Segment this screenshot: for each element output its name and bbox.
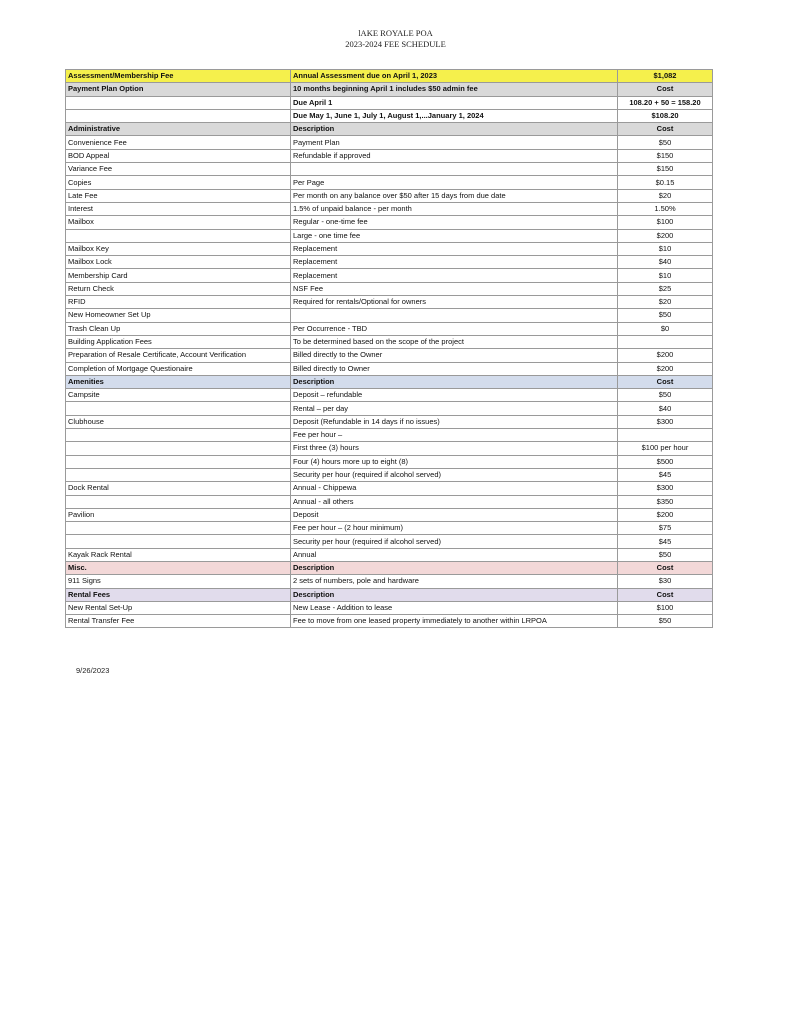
table-row <box>66 269 713 282</box>
cell-label <box>66 522 291 535</box>
cell-cost <box>618 335 713 348</box>
cell-cost: $40 <box>618 256 713 269</box>
cell-description: Rental – per day <box>291 402 618 415</box>
table-row <box>66 495 713 508</box>
table-row <box>66 362 713 375</box>
rental-fees-header-row <box>66 588 713 601</box>
table-row <box>66 322 713 335</box>
schedule-subtitle: 2023-2024 FEE SCHEDULE <box>345 39 446 49</box>
cell-label <box>66 109 291 122</box>
cell-cost: $50 <box>618 309 713 322</box>
cell-cost: $108.20 <box>618 109 713 122</box>
cell-description: Annual Assessment due on April 1, 2023 <box>291 70 618 83</box>
cell-label: Building Application Fees <box>66 335 291 348</box>
table-row <box>66 402 713 415</box>
cell-cost: $10 <box>618 242 713 255</box>
cell-label: Membership Card <box>66 269 291 282</box>
cell-label <box>66 402 291 415</box>
table-row <box>66 109 713 122</box>
table-row <box>66 309 713 322</box>
table-row <box>66 296 713 309</box>
cell-label <box>66 442 291 455</box>
table-row <box>66 202 713 215</box>
table-row <box>66 349 713 362</box>
cell-description <box>291 163 618 176</box>
cell-label <box>66 468 291 481</box>
cell-description: 1.5% of unpaid balance - per month <box>291 202 618 215</box>
cell-label: Preparation of Resale Certificate, Account Verification <box>66 349 291 362</box>
cell-label: Copies <box>66 176 291 189</box>
cell-label: Rental Fees <box>66 588 291 601</box>
cell-description: Required for rentals/Optional for owners <box>291 296 618 309</box>
table-row <box>66 522 713 535</box>
cell-cost: $100 <box>618 601 713 614</box>
cell-cost: $0.15 <box>618 176 713 189</box>
table-row <box>66 136 713 149</box>
cell-cost: $200 <box>618 362 713 375</box>
cell-description: Four (4) hours more up to eight (8) <box>291 455 618 468</box>
cell-label: Payment Plan Option <box>66 83 291 96</box>
cell-label: Dock Rental <box>66 482 291 495</box>
cell-description: New Lease - Addition to lease <box>291 601 618 614</box>
cell-label: Interest <box>66 202 291 215</box>
cell-cost: $100 <box>618 216 713 229</box>
cell-description: Regular - one-time fee <box>291 216 618 229</box>
cell-cost: $150 <box>618 149 713 162</box>
cell-cost: $40 <box>618 402 713 415</box>
payment-plan-header-row <box>66 83 713 96</box>
cell-cost: $1,082 <box>618 70 713 83</box>
cell-label: Assessment/Membership Fee <box>66 70 291 83</box>
cell-description: Deposit – refundable <box>291 389 618 402</box>
cell-cost: $350 <box>618 495 713 508</box>
cell-description: Fee per hour – (2 hour minimum) <box>291 522 618 535</box>
administrative-header-row <box>66 123 713 136</box>
cell-description: Billed directly to Owner <box>291 362 618 375</box>
document-title <box>0 28 791 50</box>
cell-cost: $50 <box>618 548 713 561</box>
assessment-header-row <box>66 70 713 83</box>
cell-description: Large - one time fee <box>291 229 618 242</box>
cell-label: Campsite <box>66 389 291 402</box>
cell-cost: $45 <box>618 468 713 481</box>
table-row <box>66 176 713 189</box>
amenities-header-row <box>66 375 713 388</box>
cell-label: Kayak Rack Rental <box>66 548 291 561</box>
cell-cost: $50 <box>618 389 713 402</box>
cell-description: Fee to move from one leased property immediately to another within LRPOA <box>291 615 618 628</box>
table-row <box>66 189 713 202</box>
table-row <box>66 335 713 348</box>
misc-header-row <box>66 561 713 574</box>
cell-label: 911 Signs <box>66 575 291 588</box>
cell-description: Description <box>291 375 618 388</box>
table-row <box>66 575 713 588</box>
cell-description: Replacement <box>291 242 618 255</box>
cell-description: Payment Plan <box>291 136 618 149</box>
cell-cost: Cost <box>618 375 713 388</box>
cell-cost: $300 <box>618 415 713 428</box>
cell-cost: $150 <box>618 163 713 176</box>
cell-description: Description <box>291 588 618 601</box>
table-row <box>66 163 713 176</box>
cell-description: Replacement <box>291 269 618 282</box>
table-row <box>66 601 713 614</box>
cell-cost: Cost <box>618 83 713 96</box>
table-row <box>66 256 713 269</box>
cell-description: Security per hour (required if alcohol served) <box>291 535 618 548</box>
table-row <box>66 455 713 468</box>
cell-label: Administrative <box>66 123 291 136</box>
cell-description: Replacement <box>291 256 618 269</box>
table-row <box>66 216 713 229</box>
cell-label <box>66 429 291 442</box>
cell-description: Annual - Chippewa <box>291 482 618 495</box>
cell-cost: $50 <box>618 136 713 149</box>
cell-label <box>66 229 291 242</box>
cell-cost: $20 <box>618 296 713 309</box>
cell-label: New Rental Set-Up <box>66 601 291 614</box>
cell-label: Convenience Fee <box>66 136 291 149</box>
table-row <box>66 548 713 561</box>
cell-description: Per Page <box>291 176 618 189</box>
cell-description: Refundable if approved <box>291 149 618 162</box>
cell-description: First three (3) hours <box>291 442 618 455</box>
cell-label: Late Fee <box>66 189 291 202</box>
table-row <box>66 282 713 295</box>
table-row <box>66 389 713 402</box>
cell-description: To be determined based on the scope of the project <box>291 335 618 348</box>
table-row <box>66 429 713 442</box>
cell-cost: $25 <box>618 282 713 295</box>
table-row <box>66 482 713 495</box>
cell-cost: Cost <box>618 561 713 574</box>
table-row <box>66 615 713 628</box>
cell-label: Mailbox Key <box>66 242 291 255</box>
org-name: lAKE ROYALE POA <box>358 28 433 38</box>
table-row <box>66 508 713 521</box>
cell-description: 10 months beginning April 1 includes $50 admin fee <box>291 83 618 96</box>
cell-cost: $50 <box>618 615 713 628</box>
cell-cost: Cost <box>618 588 713 601</box>
cell-label: Misc. <box>66 561 291 574</box>
table-row <box>66 442 713 455</box>
table-row <box>66 149 713 162</box>
cell-label: Mailbox <box>66 216 291 229</box>
table-row <box>66 468 713 481</box>
cell-description: Annual - all others <box>291 495 618 508</box>
cell-cost: $100 per hour <box>618 442 713 455</box>
cell-label: RFID <box>66 296 291 309</box>
cell-description: Annual <box>291 548 618 561</box>
cell-description: Description <box>291 561 618 574</box>
cell-description: NSF Fee <box>291 282 618 295</box>
cell-cost: $75 <box>618 522 713 535</box>
table-row <box>66 96 713 109</box>
cell-label: BOD Appeal <box>66 149 291 162</box>
cell-label: Trash Clean Up <box>66 322 291 335</box>
cell-description: Description <box>291 123 618 136</box>
cell-description: Per Occurrence - TBD <box>291 322 618 335</box>
cell-label: Variance Fee <box>66 163 291 176</box>
cell-description <box>291 309 618 322</box>
cell-description: Security per hour (required if alcohol served) <box>291 468 618 481</box>
table-row <box>66 415 713 428</box>
cell-label <box>66 455 291 468</box>
cell-cost: $200 <box>618 349 713 362</box>
cell-cost: $0 <box>618 322 713 335</box>
cell-description: Deposit <box>291 508 618 521</box>
cell-description: Deposit (Refundable in 14 days if no issues) <box>291 415 618 428</box>
cell-label <box>66 495 291 508</box>
cell-cost: $45 <box>618 535 713 548</box>
cell-label: Pavilion <box>66 508 291 521</box>
cell-cost: $200 <box>618 508 713 521</box>
cell-cost: $300 <box>618 482 713 495</box>
cell-cost: Cost <box>618 123 713 136</box>
cell-label: New Homeowner Set Up <box>66 309 291 322</box>
cell-cost: 108.20 + 50 = 158.20 <box>618 96 713 109</box>
cell-cost: $500 <box>618 455 713 468</box>
cell-description: 2 sets of numbers, pole and hardware <box>291 575 618 588</box>
table-row <box>66 242 713 255</box>
cell-description: Fee per hour – <box>291 429 618 442</box>
cell-label <box>66 535 291 548</box>
cell-label: Mailbox Lock <box>66 256 291 269</box>
document-date: 9/26/2023 <box>76 666 110 675</box>
cell-description: Due May 1, June 1, July 1, August 1,...January 1, 2024 <box>291 109 618 122</box>
cell-description: Billed directly to the Owner <box>291 349 618 362</box>
cell-label: Return Check <box>66 282 291 295</box>
cell-label <box>66 96 291 109</box>
cell-label: Clubhouse <box>66 415 291 428</box>
fee-schedule-table <box>65 69 713 628</box>
table-row <box>66 535 713 548</box>
cell-cost: 1.50% <box>618 202 713 215</box>
cell-cost <box>618 429 713 442</box>
cell-label: Completion of Mortgage Questionaire <box>66 362 291 375</box>
cell-cost: $200 <box>618 229 713 242</box>
cell-cost: $10 <box>618 269 713 282</box>
cell-description: Due April 1 <box>291 96 618 109</box>
cell-cost: $30 <box>618 575 713 588</box>
cell-cost: $20 <box>618 189 713 202</box>
cell-description: Per month on any balance over $50 after 15 days from due date <box>291 189 618 202</box>
table-row <box>66 229 713 242</box>
cell-label: Rental Transfer Fee <box>66 615 291 628</box>
cell-label: Amenities <box>66 375 291 388</box>
